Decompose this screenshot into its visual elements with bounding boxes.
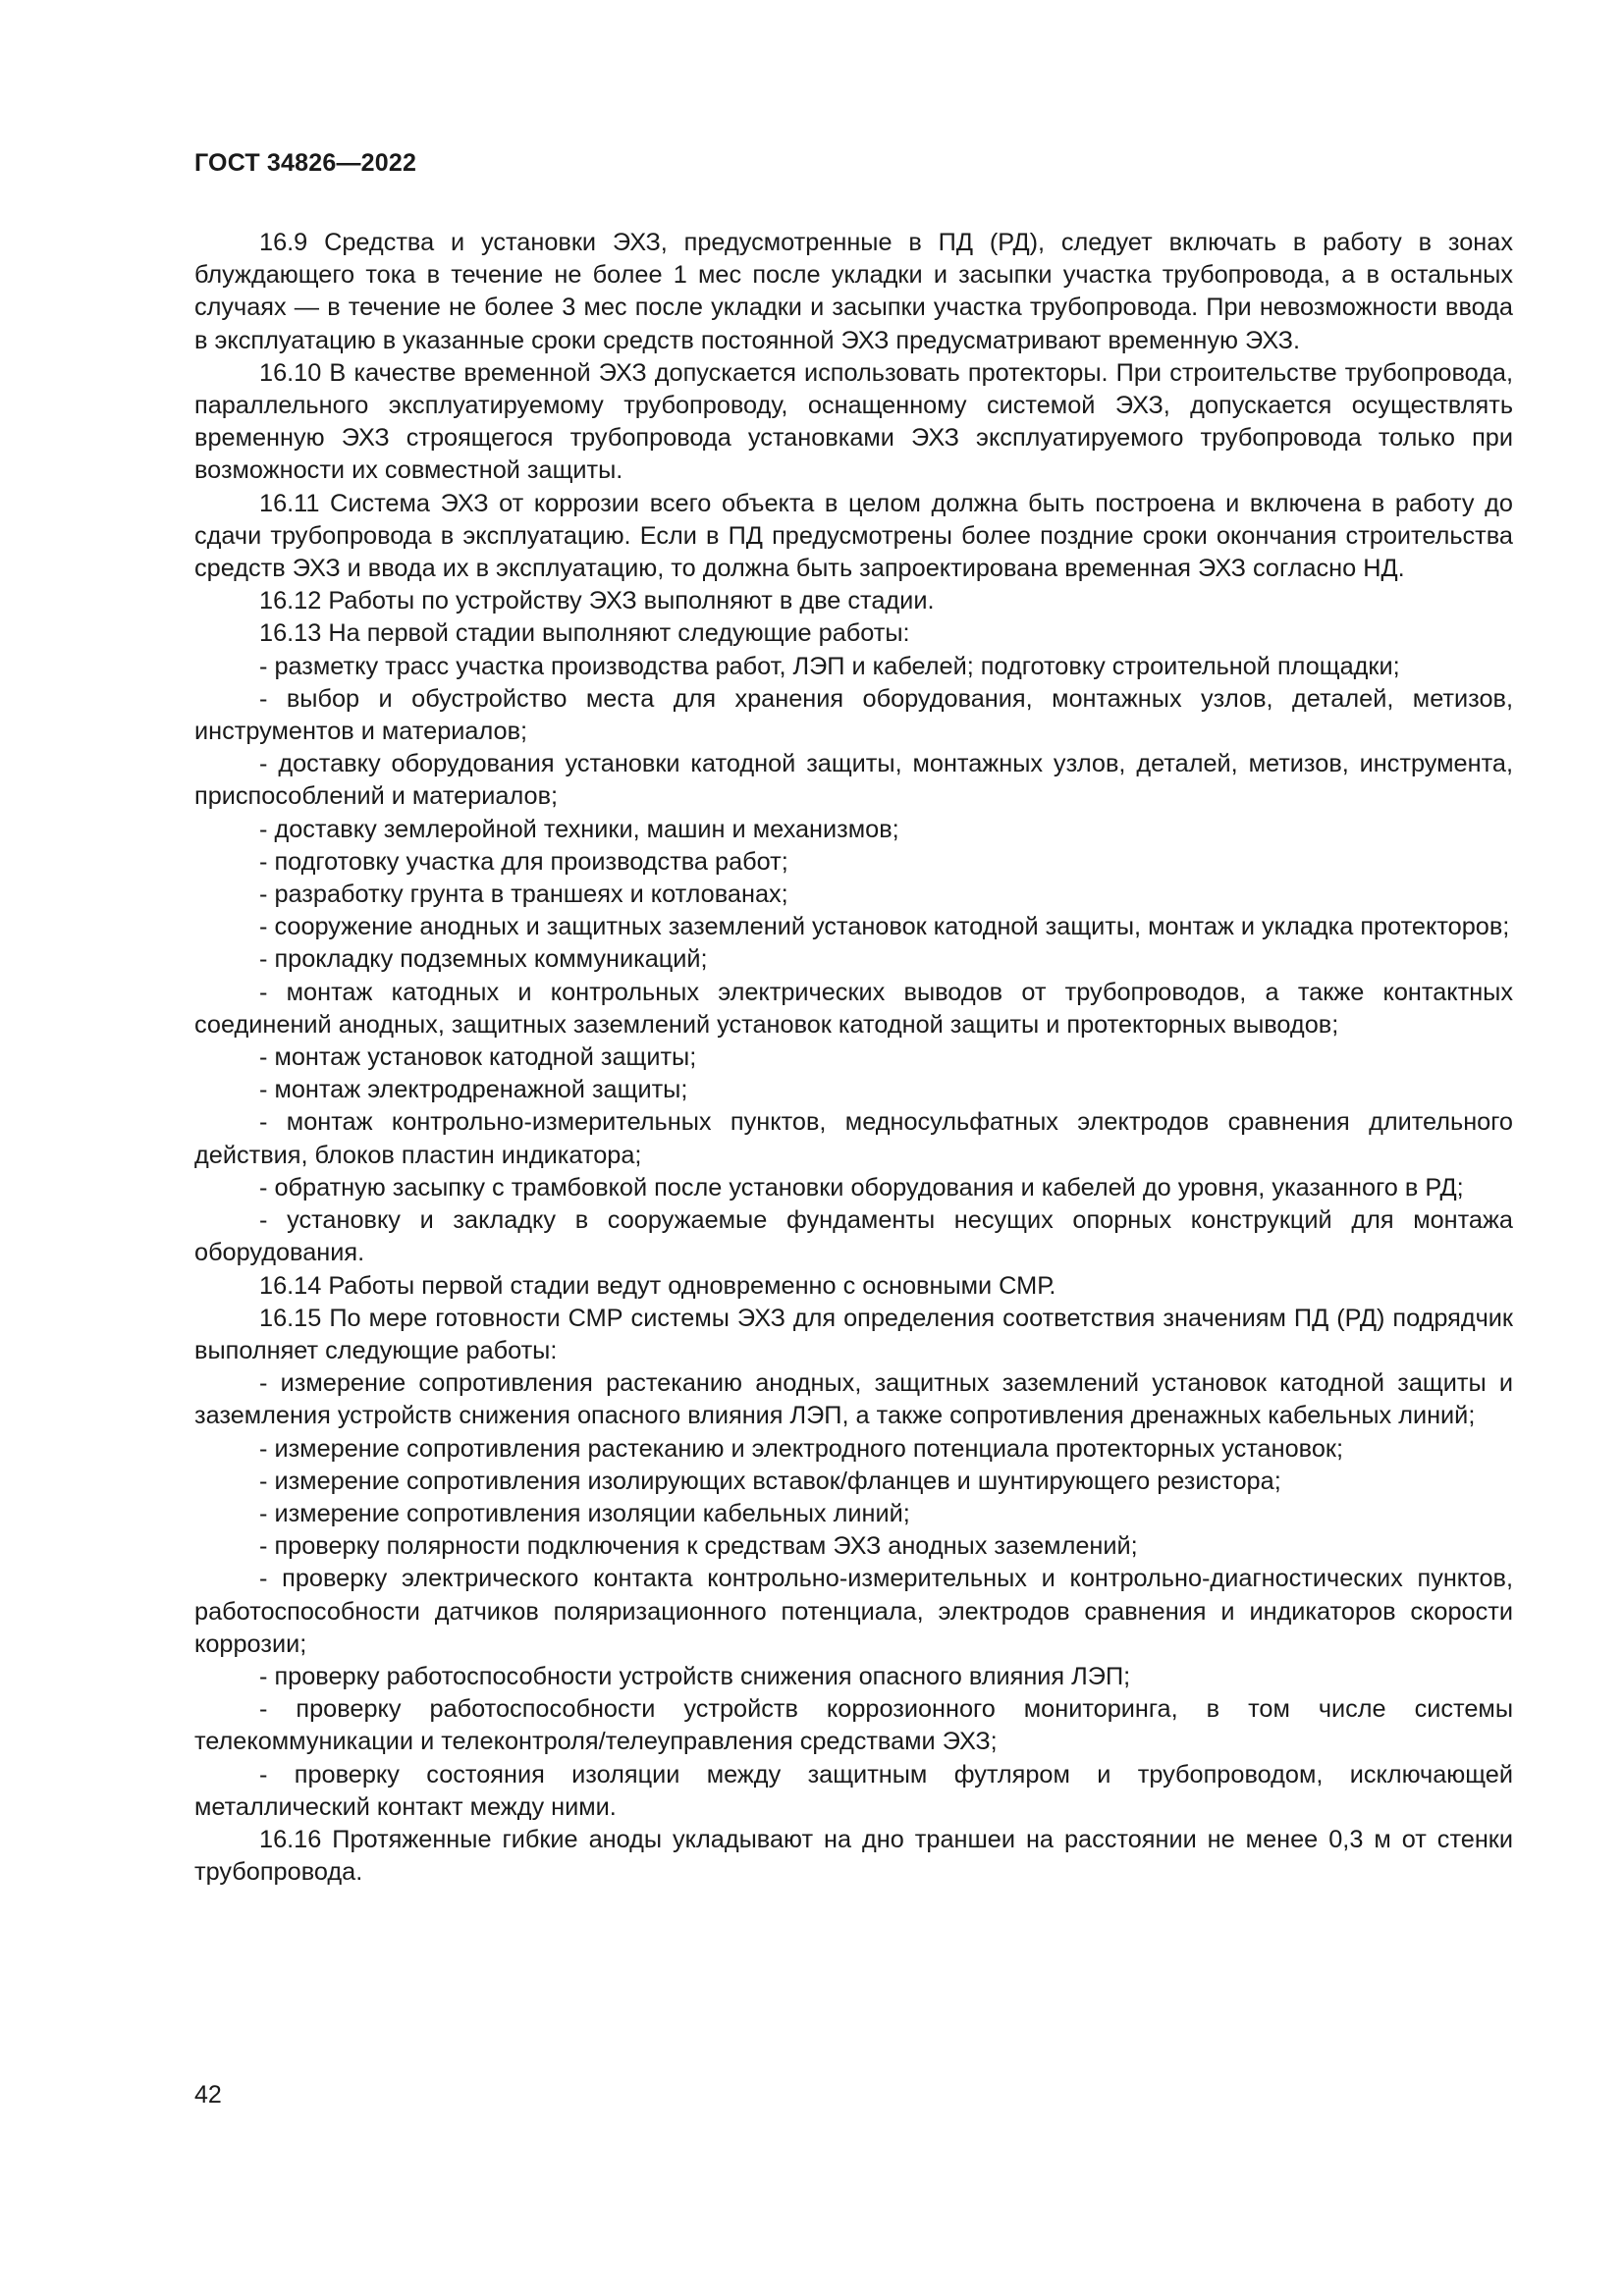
- document-header: ГОСТ 34826—2022: [194, 149, 417, 177]
- list-item: - проверку работоспособности устройств снижения опасного влияния ЛЭП;: [259, 1662, 1131, 1690]
- list-item: - выбор и обустройство места для хранения оборудования, монтажных узлов, деталей, метизов, инструментов и материалов;: [194, 684, 1513, 746]
- list-item: - проверку работоспособности устройств коррозионного мониторинга, в том числе системы телекоммуникации и телеконтроля/телеуправления средствами ЭХЗ;: [194, 1695, 1513, 1756]
- document-body: [194, 227, 1513, 1889]
- list-item: - установку и закладку в сооружаемые фундаменты несущих опорных конструкций для монтажа оборудования.: [194, 1206, 1513, 1267]
- list-item: - доставку оборудования установки катодной защиты, монтажных узлов, деталей, метизов, инструмента, приспособлений и материалов;: [194, 750, 1513, 811]
- paragraph-16-10: 16.10 В качестве временной ЭХЗ допускается использовать протекторы. При строительстве трубопровода, параллельного эксплуатируемому трубопроводу, оснащенному системой ЭХЗ, допускается осуществлять временную ЭХЗ строящегося трубопровода установками ЭХЗ эксплуатируемого трубопровода только при возможности их совместной защиты.: [194, 358, 1513, 485]
- list-item: - сооружение анодных и защитных заземлений установок катодной защиты, монтаж и укладка протекторов;: [259, 913, 1510, 941]
- list-item: - проверку полярности подключения к средствам ЭХЗ анодных заземлений;: [259, 1532, 1138, 1561]
- paragraph-16-12: 16.12 Работы по устройству ЭХЗ выполняют в две стадии.: [259, 587, 935, 615]
- paragraph-16-15: 16.15 По мере готовности СМР системы ЭХЗ для определения соответствия значениям ПД (РД) подрядчик выполняет следующие работы:: [194, 1304, 1513, 1364]
- paragraph-16-9: 16.9 Средства и установки ЭХЗ, предусмотренные в ПД (РД), следует включать в работу в зонах блуждающего тока в течение не более 1 мес после укладки и засыпки участка трубопровода, а в остальных случаях — в течение не более 3 мес после укладки и засыпки участка трубопровода. При невозможности ввода в эксплуатацию в указанные сроки средств постоянной ЭХЗ предусматривают временную ЭХЗ.: [194, 229, 1513, 354]
- list-item: - монтаж катодных и контрольных электрических выводов от трубопроводов, а также контактных соединений анодных, защитных заземлений установок катодной защиты и протекторных выводов;: [194, 978, 1513, 1039]
- list-item: - разработку грунта в траншеях и котлованах;: [259, 881, 788, 909]
- list-item: - измерение сопротивления изоляции кабельных линий;: [259, 1499, 910, 1527]
- list-item: - прокладку подземных коммуникаций;: [259, 945, 708, 974]
- list-item: - разметку трасс участка производства работ, ЛЭП и кабелей; подготовку строительной площадки;: [259, 652, 1400, 680]
- list-item: - проверку электрического контакта контрольно-измерительных и контрольно-диагностических пунктов, работоспособности датчиков поляризационного потенциала, электродов сравнения и индикаторов скорости коррозии;: [194, 1565, 1513, 1658]
- list-item: - монтаж контрольно-измерительных пунктов, медносульфатных электродов сравнения длительного действия, блоков пластин индикатора;: [194, 1108, 1513, 1169]
- page-number: 42: [194, 2081, 222, 2109]
- list-item: - обратную засыпку с трамбовкой после установки оборудования и кабелей до уровня, указанного в РД;: [259, 1173, 1464, 1201]
- paragraph-16-11: 16.11 Система ЭХЗ от коррозии всего объекта в целом должна быть построена и включена в работу до сдачи трубопровода в эксплуатацию. Если в ПД предусмотрены более поздние сроки окончания строительства средств ЭХЗ и ввода их в эксплуатацию, то должна быть запроектирована временная ЭХЗ согласно НД.: [194, 489, 1513, 583]
- paragraph-16-16: 16.16 Протяженные гибкие аноды укладывают на дно траншеи на расстоянии не менее 0,3 м от стенки трубопровода.: [194, 1825, 1513, 1887]
- list-item: - измерение сопротивления растеканию и электродного потенциала протекторных установок;: [259, 1434, 1343, 1463]
- list-item: - проверку состояния изоляции между защитным футляром и трубопроводом, исключающей металлический контакт между ними.: [194, 1760, 1513, 1821]
- list-item: - доставку землеройной техники, машин и механизмов;: [259, 815, 899, 843]
- list-item: - монтаж электродренажной защиты;: [259, 1076, 688, 1104]
- paragraph-16-14: 16.14 Работы первой стадии ведут одновременно с основными СМР.: [259, 1271, 1056, 1300]
- list-item: - подготовку участка для производства работ;: [259, 847, 788, 876]
- list-item: - измерение сопротивления растеканию анодных, защитных заземлений установок катодной защиты и заземления устройств снижения опасного влияния ЛЭП, а также сопротивления дренажных кабельных линий;: [194, 1369, 1513, 1430]
- list-item: - измерение сопротивления изолирующих вставок/фланцев и шунтирующего резистора;: [259, 1467, 1281, 1495]
- list-item: - монтаж установок катодной защиты;: [259, 1043, 697, 1072]
- paragraph-16-13: 16.13 На первой стадии выполняют следующие работы:: [259, 619, 910, 648]
